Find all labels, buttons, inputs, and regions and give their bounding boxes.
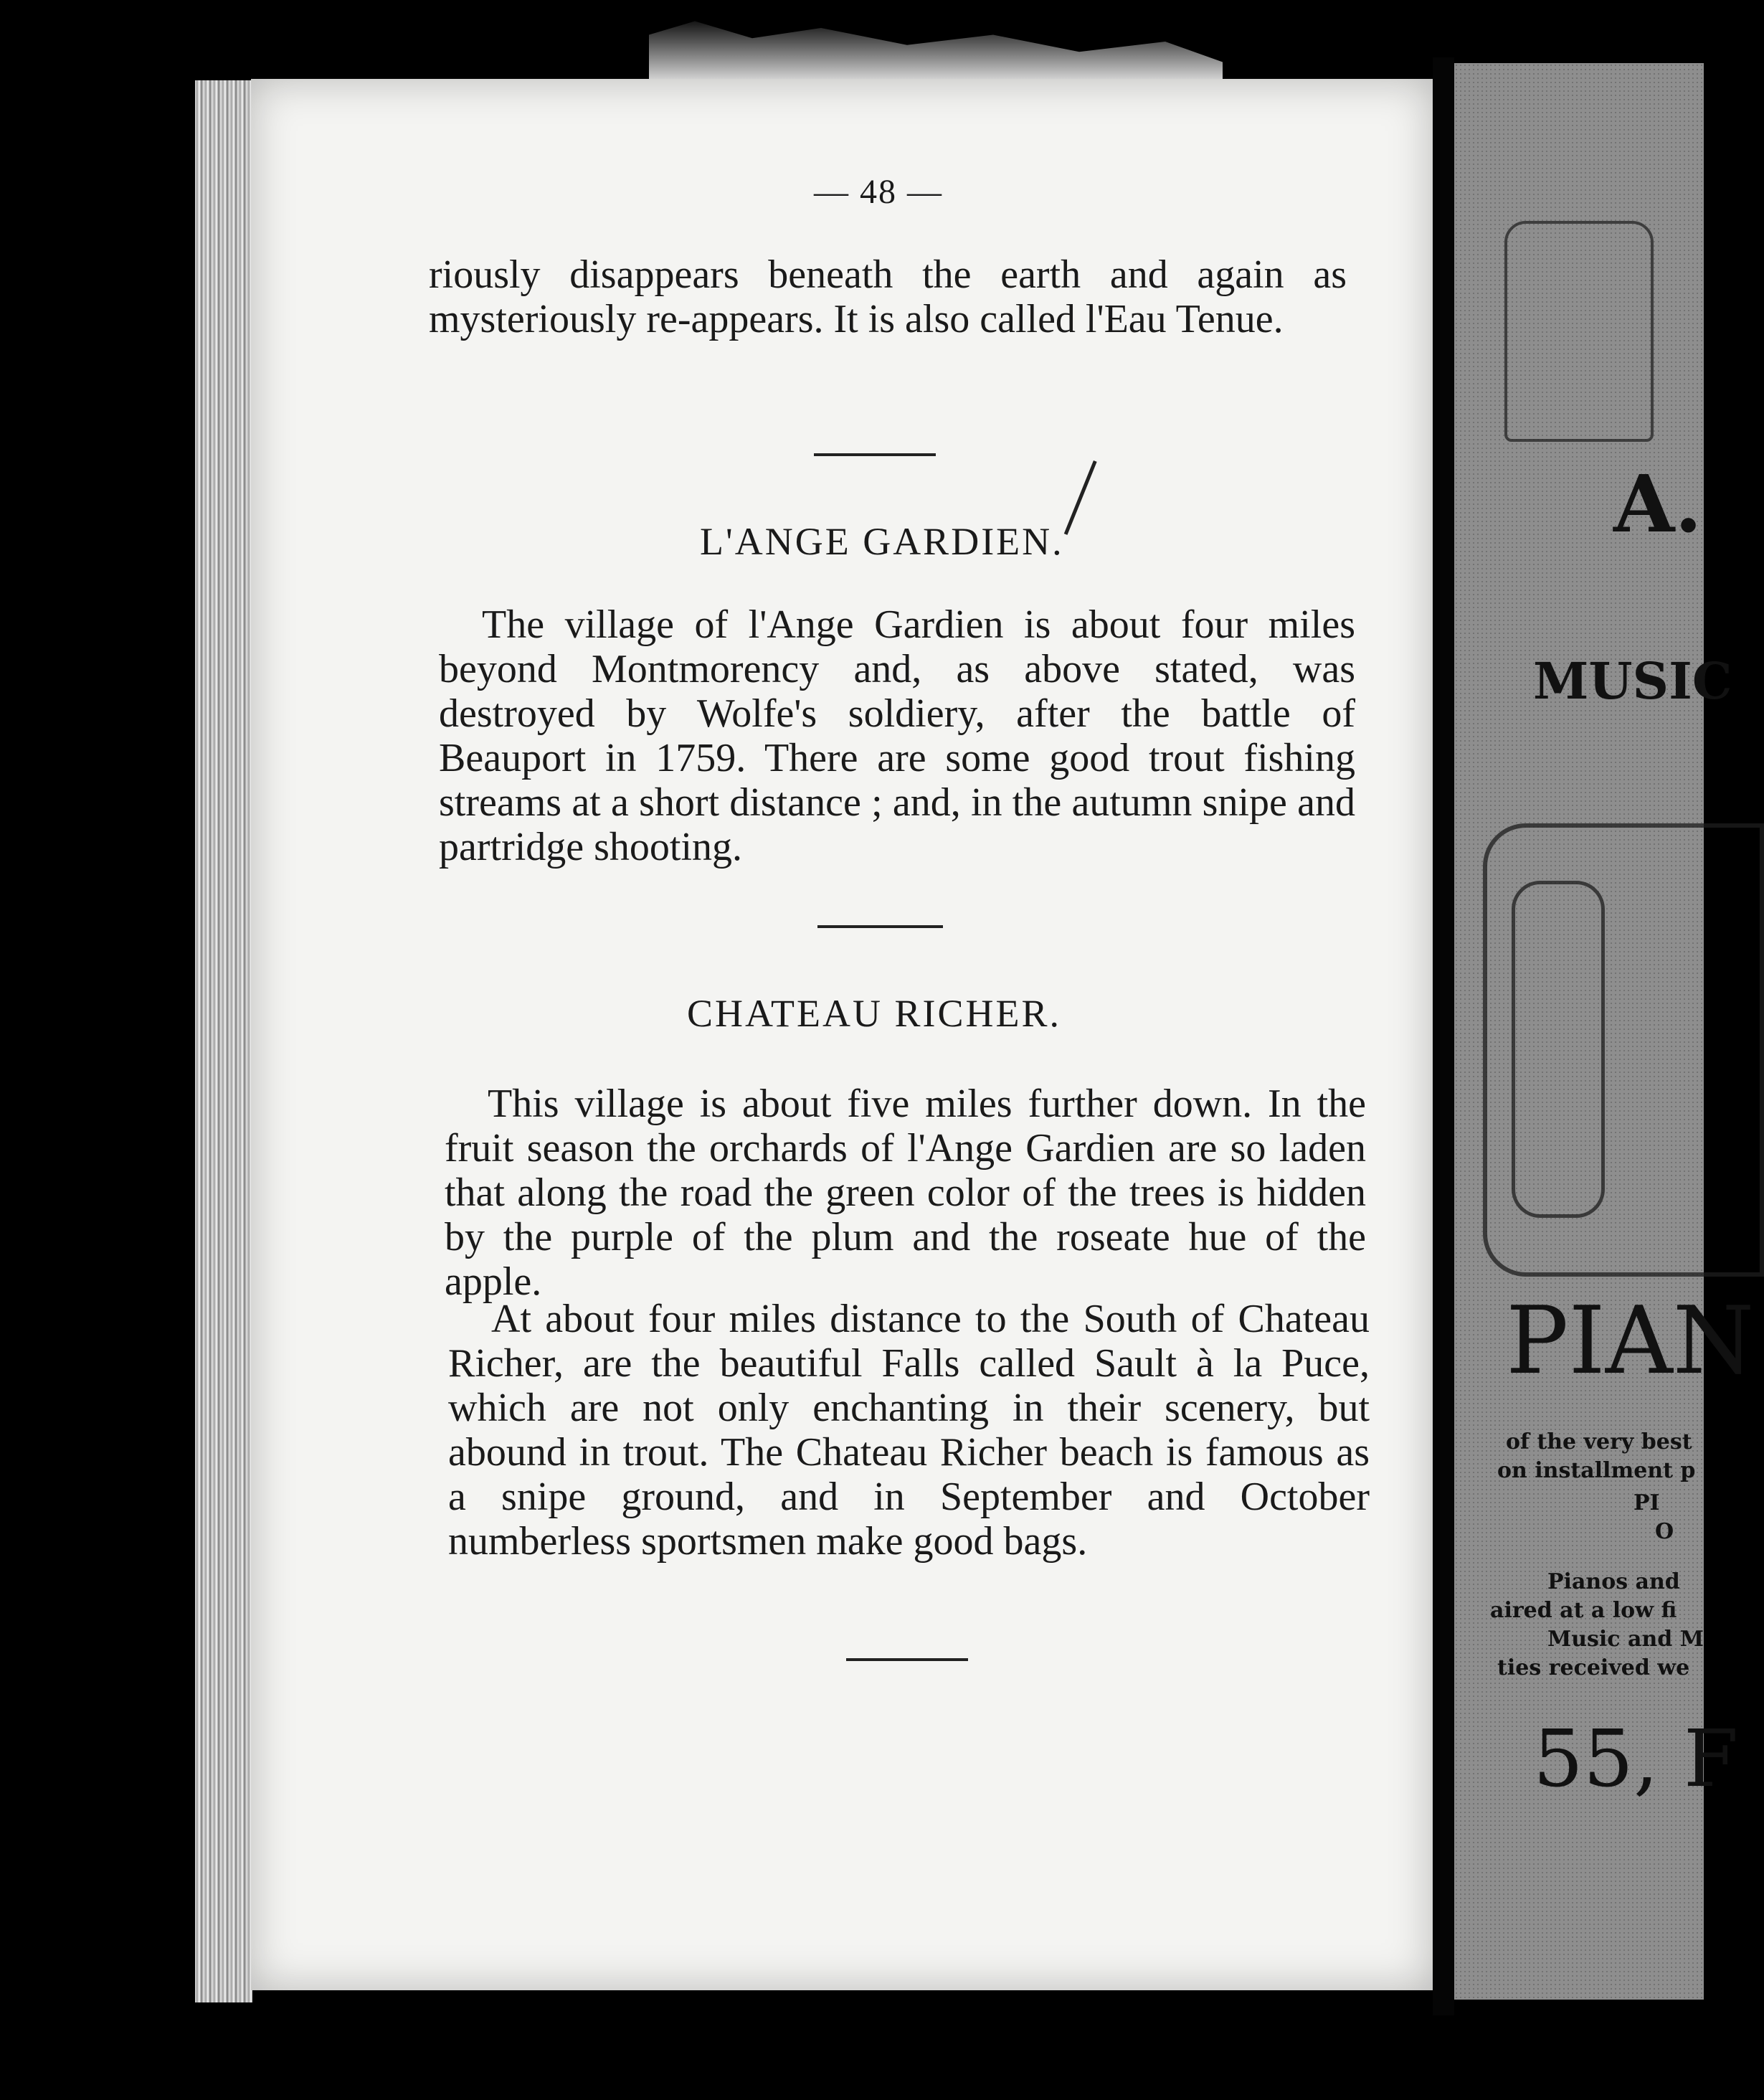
torn-page-fragment	[649, 14, 1223, 82]
section-divider	[814, 453, 936, 456]
chateau-richer-text-2: At about four miles distance to the South of Chateau Richer, are the beautiful Falls called Sault à la Puce, which are not only enchanting in their scenery, but abound in trout. The Chateau Richer beach is famous as a snipe ground, and in September and October numberless sportsmen make good bags.	[448, 1297, 1370, 1564]
ad-line: O	[1655, 1519, 1674, 1544]
section-heading-lange-gardien: L'ANGE GARDIEN.	[700, 520, 1064, 563]
ad-pianos: PIAN	[1506, 1286, 1755, 1395]
facing-advertisement-page	[1454, 63, 1755, 2000]
ad-line: ties received we	[1497, 1655, 1690, 1680]
section-divider	[846, 1658, 968, 1661]
chateau-richer-paragraph-2	[448, 1297, 1370, 1564]
section-heading-chateau-richer: CHATEAU RICHER.	[687, 992, 1062, 1035]
ornamental-letter	[1504, 221, 1654, 442]
book-page-edges	[195, 80, 252, 2002]
section-divider	[817, 925, 943, 928]
ad-line: Music and M	[1547, 1627, 1704, 1652]
book-gutter	[1433, 57, 1454, 2015]
lange-gardien-paragraph	[439, 602, 1355, 869]
lange-gardien-text: The village of l'Ange Gardien is about four miles beyond Montmorency and, as above stated, was destroyed by Wolfe's soldiery, after the battle of Beauport in 1759. There are some good trout fishing streams at a short distance ; and, in the autumn snipe and partridge shooting.	[439, 602, 1355, 869]
ad-letter: A.	[1613, 458, 1702, 550]
ornamental-frame-inner	[1512, 881, 1605, 1218]
ad-address: 55, F	[1533, 1713, 1739, 1805]
ad-line: on installment p	[1497, 1458, 1696, 1483]
ad-line: PI	[1633, 1490, 1660, 1515]
page-number: — 48 —	[814, 173, 943, 211]
ad-line: Pianos and	[1547, 1569, 1680, 1594]
ad-line: of the very best	[1506, 1429, 1692, 1455]
chateau-richer-text-1: This village is about five miles further down. In the fruit season the orchards of l'Ange Gardien are so laden that along the road the green color of the trees is hidden by the purple of the plum and the roseate hue of the apple.	[445, 1082, 1366, 1304]
chateau-richer-paragraph-1	[445, 1082, 1366, 1304]
ad-line: aired at a low fi	[1490, 1598, 1677, 1623]
continuation-paragraph: riously disappears beneath the earth and again as mysteriously re-appears. It is also called l'Eau Tenue.	[429, 252, 1347, 341]
ad-music: MUSIC	[1533, 651, 1732, 711]
